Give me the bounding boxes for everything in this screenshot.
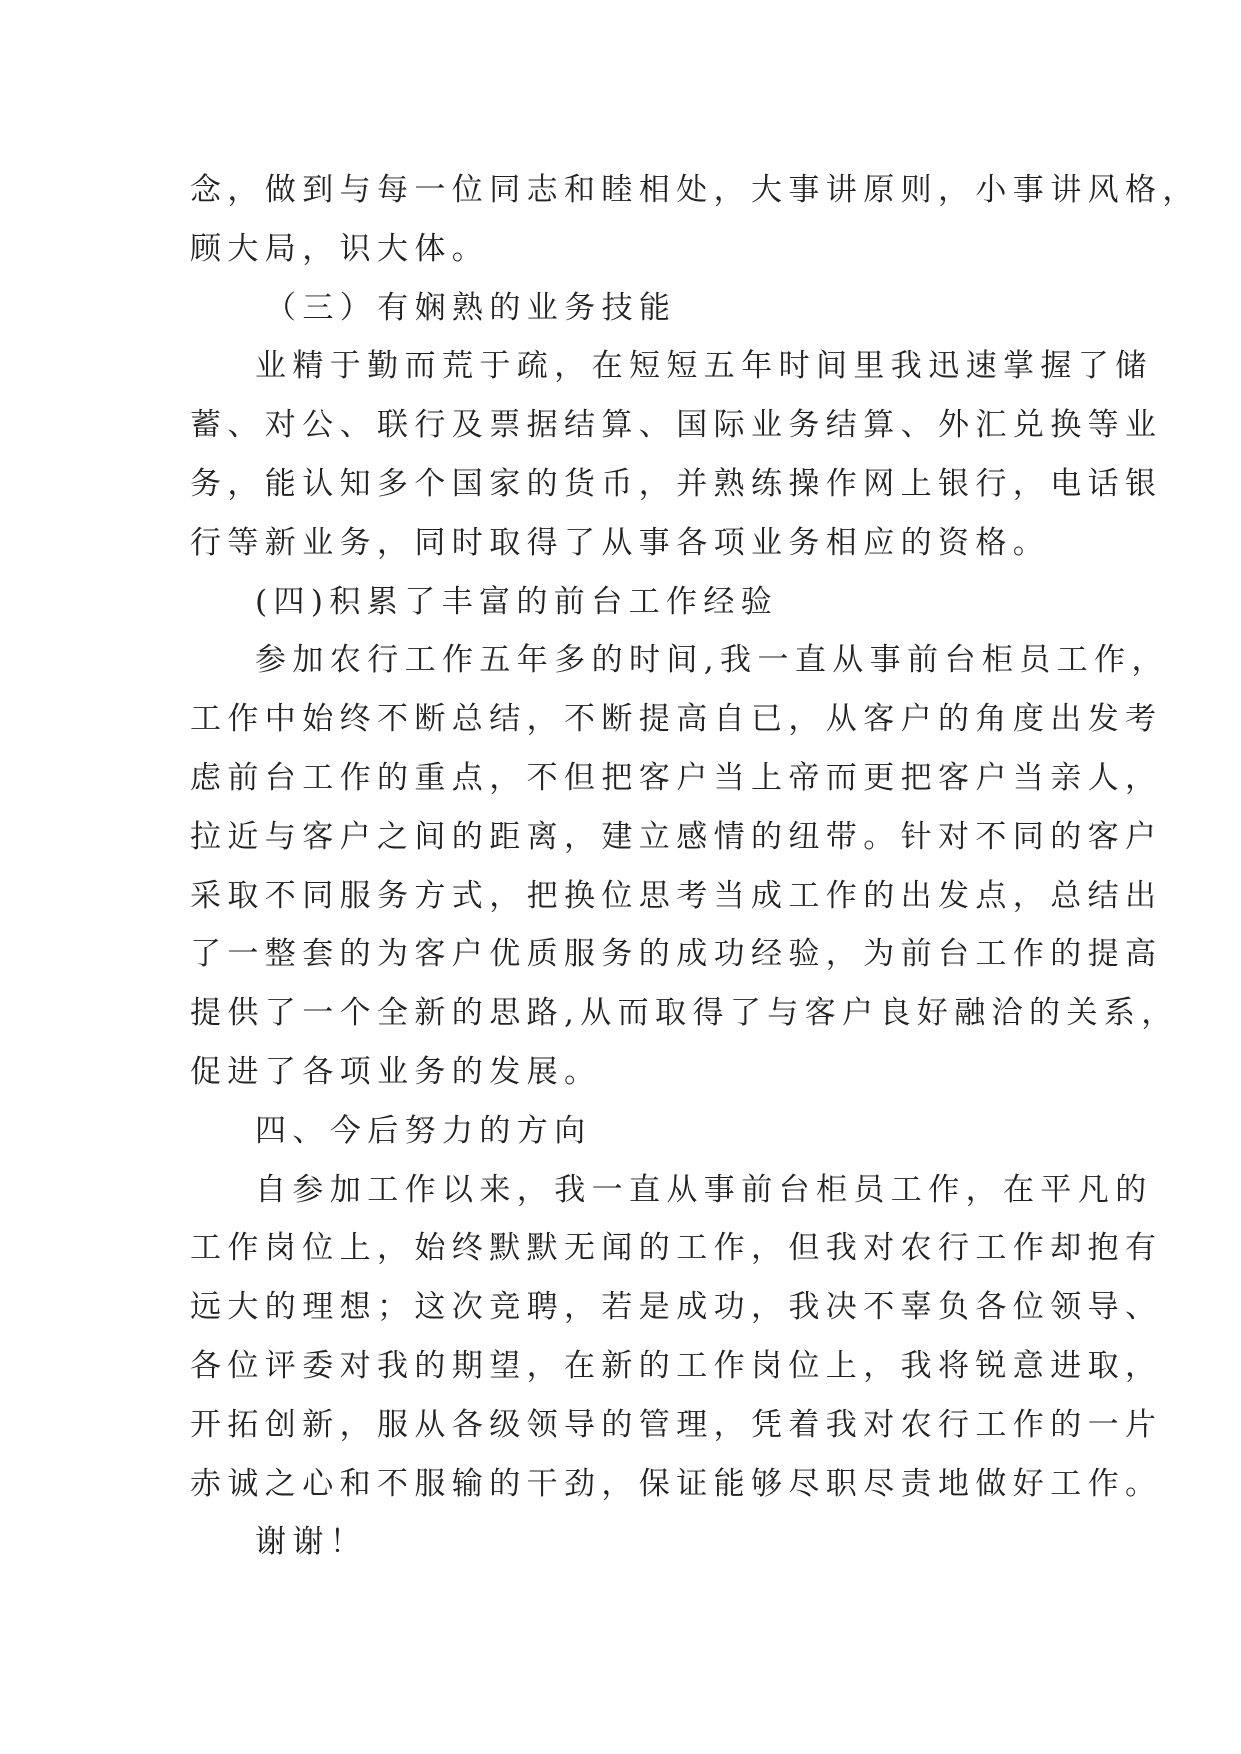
text-line: 提供了一个全新的思路,从而取得了与客户良好融洽的关系， xyxy=(190,995,1179,1032)
text-line: 促进了各项业务的发展。 xyxy=(190,1053,602,1090)
text-line: 工作岗位上，始终默默无闻的工作，但我对农行工作却抱有 xyxy=(190,1230,1163,1267)
section-heading: 四、今后努力的方向 xyxy=(255,1112,592,1149)
text-line: 行等新业务，同时取得了从事各项业务相应的资格。 xyxy=(190,524,1051,561)
text-line: 业精于勤而荒于疏，在短短五年时间里我迅速掌握了储 xyxy=(255,348,1153,385)
text-line: 赤诚之心和不服输的干劲，保证能够尽职尽责地做好工作。 xyxy=(190,1465,1163,1502)
text-line: 蓄、对公、联行及票据结算、国际业务结算、外汇兑换等业 xyxy=(190,407,1163,444)
closing-line: 谢谢！ xyxy=(255,1524,368,1561)
text-line: 参加农行工作五年多的时间,我一直从事前台柜员工作， xyxy=(255,642,1169,679)
text-line: 了一整套的为客户优质服务的成功经验，为前台工作的提高 xyxy=(190,936,1163,973)
section-heading: (四)积累了丰富的前台工作经验 xyxy=(255,583,779,620)
text-line: 开拓创新，服从各级领导的管理，凭着我对农行工作的一片 xyxy=(190,1406,1163,1443)
text-line: 务，能认知多个国家的货币，并熟练操作网上银行，电话银 xyxy=(190,465,1163,502)
text-line: 采取不同服务方式，把换位思考当成工作的出发点，总结出 xyxy=(190,877,1163,914)
text-line: 顾大局，识大体。 xyxy=(190,230,490,267)
text-line: 虑前台工作的重点，不但把客户当上帝而更把客户当亲人， xyxy=(190,759,1163,796)
text-line: 念，做到与每一位同志和睦相处，大事讲原则，小事讲风格， xyxy=(190,172,1200,208)
text-line: 远大的理想；这次竞聘，若是成功，我决不辜负各位领导、 xyxy=(190,1289,1163,1326)
text-line: 工作中始终不断总结，不断提高自已，从客户的角度出发考 xyxy=(190,701,1163,738)
text-line: 拉近与客户之间的距离，建立感情的纽带。针对不同的客户 xyxy=(190,818,1163,855)
text-line: 自参加工作以来，我一直从事前台柜员工作，在平凡的 xyxy=(255,1171,1153,1208)
text-line: 各位评委对我的期望，在新的工作岗位上，我将锐意进取， xyxy=(190,1347,1163,1384)
document-body xyxy=(190,161,1200,1572)
section-heading: （三）有娴熟的业务技能 xyxy=(265,289,677,326)
